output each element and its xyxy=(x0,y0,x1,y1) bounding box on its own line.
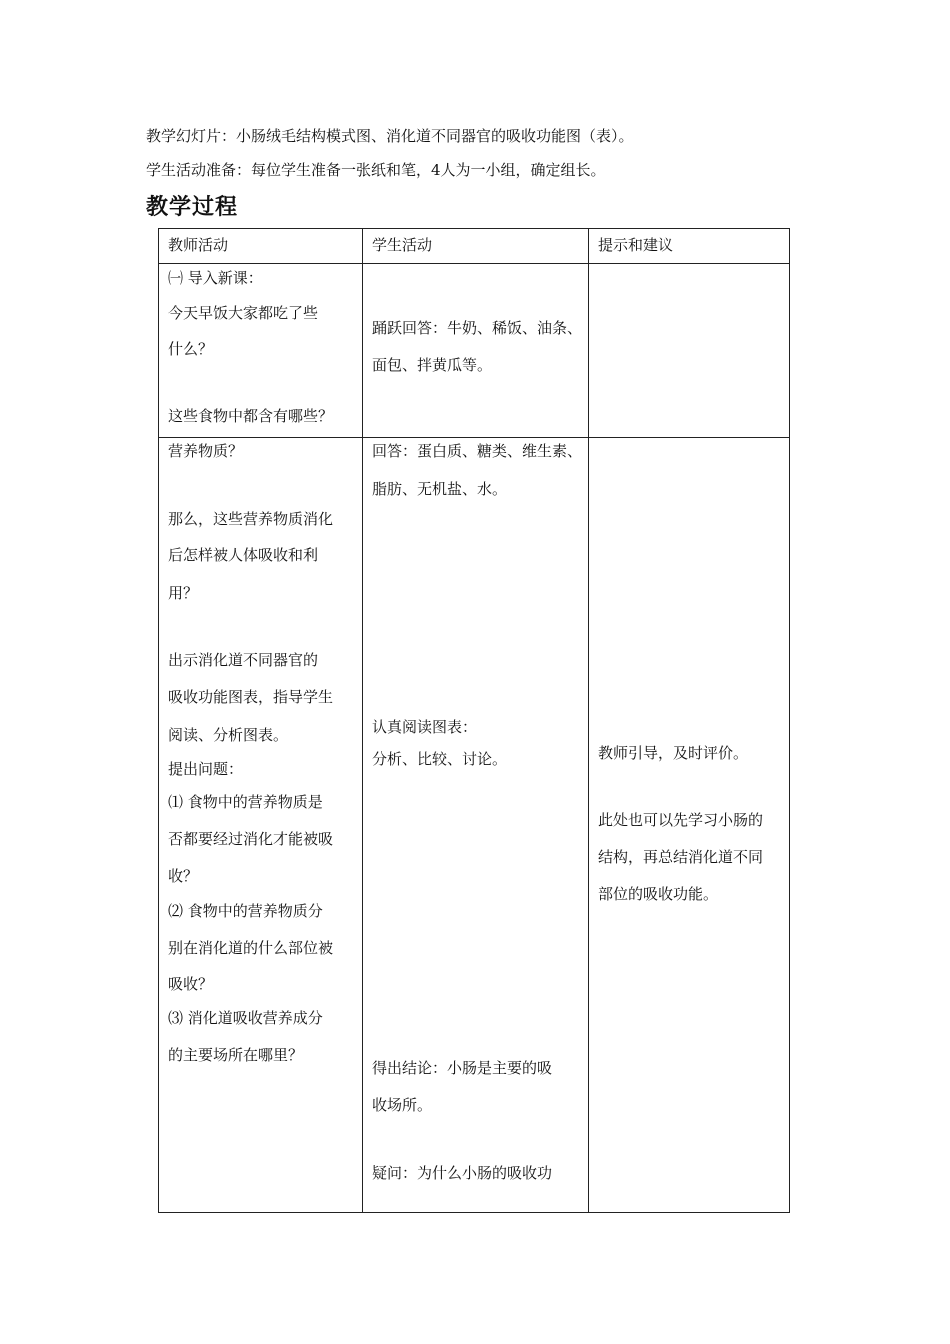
teacher-line: 提出问题： xyxy=(168,760,244,778)
teacher-line: 否都要经过消化才能被吸 xyxy=(168,830,334,848)
teacher-line: ⑵ 食物中的营养物质分 xyxy=(168,902,323,920)
student-line: 得出结论：小肠是主要的吸 xyxy=(372,1059,553,1077)
student-line: 面包、拌黄瓜等。 xyxy=(372,356,493,374)
teacher-line: 这些食物中都含有哪些？ xyxy=(168,407,334,425)
teacher-line: ㈠ 导入新课： xyxy=(168,269,263,287)
tips-line: 部位的吸收功能。 xyxy=(598,885,719,903)
tips-line: 此处也可以先学习小肠的 xyxy=(598,811,764,829)
intro-student-prep-line: 学生活动准备：每位学生准备一张纸和笔，4人为一小组，确定组长。 xyxy=(146,161,606,179)
teacher-line: ⑶ 消化道吸收营养成分 xyxy=(168,1009,323,1027)
intro-materials-line: 教学幻灯片：小肠绒毛结构模式图、消化道不同器官的吸收功能图（表）。 xyxy=(146,127,634,145)
column-divider xyxy=(588,229,589,1212)
teacher-line: 出示消化道不同器官的 xyxy=(168,651,319,669)
column-divider xyxy=(362,229,363,1212)
teacher-line: 营养物质？ xyxy=(168,442,244,460)
row-divider xyxy=(159,437,789,438)
student-line: 分析、比较、讨论。 xyxy=(372,750,508,768)
tips-line: 结构，再总结消化道不同 xyxy=(598,848,764,866)
teacher-line: 今天早饭大家都吃了些 xyxy=(168,304,319,322)
teacher-line: 阅读、分析图表。 xyxy=(168,726,289,744)
teacher-line: 后怎样被人体吸收和利 xyxy=(168,546,319,564)
student-line: 认真阅读图表： xyxy=(372,718,478,736)
header-tips: 提示和建议 xyxy=(598,236,674,254)
header-teacher-activity: 教师活动 xyxy=(168,236,229,254)
student-line: 疑问：为什么小肠的吸收功 xyxy=(372,1164,553,1182)
teacher-line: 吸收功能图表，指导学生 xyxy=(168,688,334,706)
student-line: 踊跃回答：牛奶、稀饭、油条、 xyxy=(372,319,583,337)
student-line: 脂肪、无机盐、水。 xyxy=(372,480,508,498)
teacher-line: ⑴ 食物中的营养物质是 xyxy=(168,793,323,811)
teacher-line: 那么，这些营养物质消化 xyxy=(168,510,334,528)
teacher-line: 的主要场所在哪里？ xyxy=(168,1046,304,1064)
student-line: 收场所。 xyxy=(372,1096,433,1114)
section-title: 教学过程 xyxy=(146,195,239,220)
teacher-line: 别在消化道的什么部位被 xyxy=(168,939,334,957)
teacher-line: 吸收？ xyxy=(168,975,214,993)
tips-line: 教师引导，及时评价。 xyxy=(598,744,749,762)
row-divider xyxy=(159,263,789,264)
header-student-activity: 学生活动 xyxy=(372,236,433,254)
teacher-line: 收？ xyxy=(168,867,199,885)
student-line: 回答：蛋白质、糖类、维生素、 xyxy=(372,442,583,460)
teaching-process-table xyxy=(158,228,790,1213)
teacher-line: 用？ xyxy=(168,584,199,602)
teacher-line: 什么？ xyxy=(168,340,214,358)
